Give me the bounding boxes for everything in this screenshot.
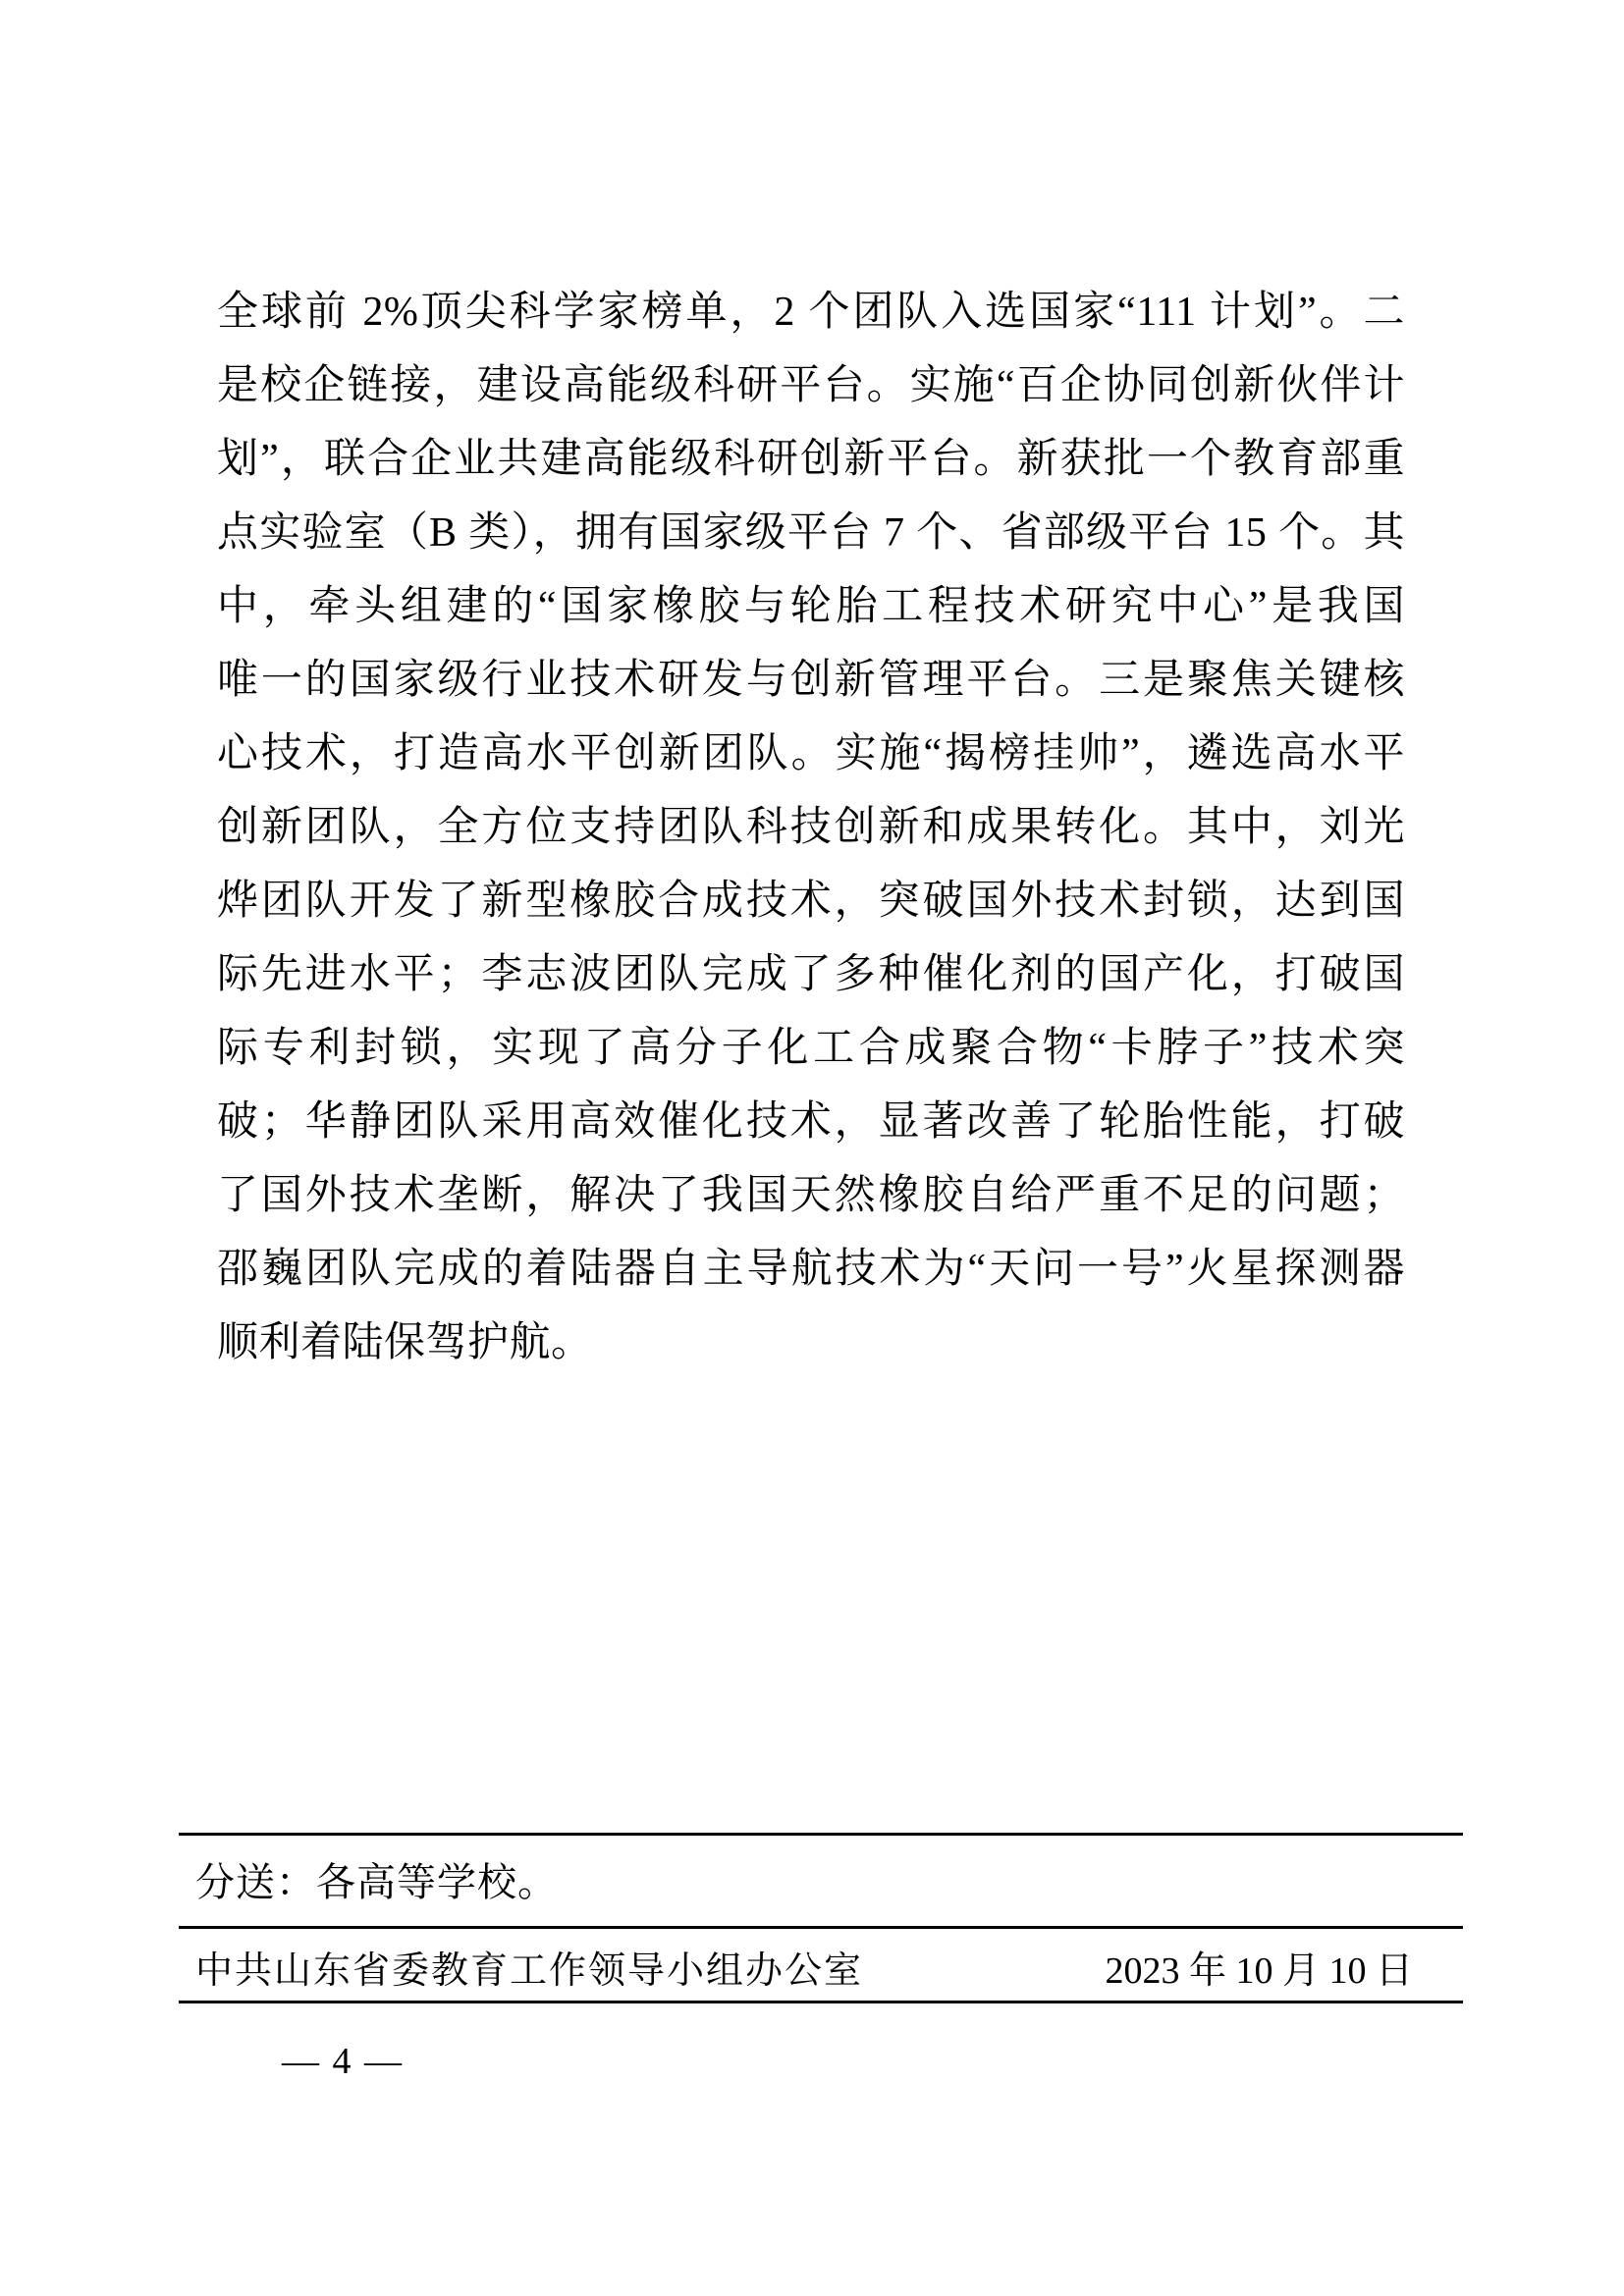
body-text-block [217,276,1405,1380]
issuing-office: 中共山东省委教育工作领导小组办公室 [195,1950,864,1992]
body-line: 际专利封锁，实现了高分子化工合成聚合物“卡脖子”技术突 [217,1026,1405,1071]
body-line: 划”，联合企业共建高能级科研创新平台。新获批一个教育部重 [217,437,1405,482]
distribution-line: 分送：各高等学校。 [195,1860,558,1904]
body-line: 破；华静团队采用高效催化技术，显著改善了轮胎性能，打破 [217,1099,1405,1145]
record-block-middle-rule [179,1926,1463,1929]
body-line: 创新团队，全方位支持团队科技创新和成果转化。其中，刘光 [217,805,1405,850]
body-line: 际先进水平；李志波团队完成了多种催化剂的国产化，打破国 [217,952,1405,997]
record-block-bottom-rule [179,2001,1463,2003]
body-line: 全球前 2%顶尖科学家榜单，2 个团队入选国家“111 计划”。二 [217,290,1405,335]
body-line: 是校企链接，建设高能级科研平台。实施“百企协同创新伙伴计 [217,363,1405,408]
issue-date: 2023 年 10 月 10 日 [1105,1950,1413,1992]
issuer-row [195,1946,1413,1997]
record-block-top-rule [179,1833,1463,1836]
body-line: 唯一的国家级行业技术研发与创新管理平台。三是聚焦关键核 [217,658,1405,703]
body-line: 心技术，打造高水平创新团队。实施“揭榜挂帅”，遴选高水平 [217,731,1405,776]
body-line: 烨团队开发了新型橡胶合成技术，突破国外技术封锁，达到国 [217,879,1405,924]
body-line: 顺利着陆保驾护航。 [217,1320,593,1365]
page-number: — 4 — [282,2041,404,2082]
body-line: 点实验室（B 类），拥有国家级平台 7 个、省部级平台 15 个。其 [217,510,1405,556]
body-line: 中，牵头组建的“国家橡胶与轮胎工程技术研究中心”是我国 [217,584,1405,629]
body-line: 了国外技术垄断，解决了我国天然橡胶自给严重不足的问题； [217,1173,1405,1218]
body-line: 邵巍团队完成的着陆器自主导航技术为“天问一号”火星探测器 [217,1247,1405,1292]
